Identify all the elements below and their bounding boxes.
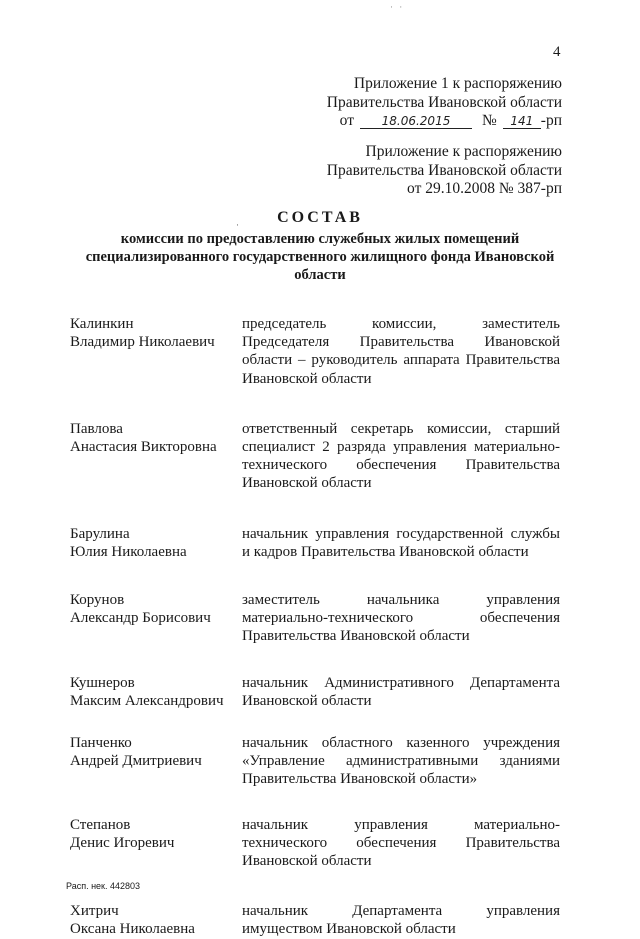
member-surname: Панченко [70, 735, 132, 752]
document-subtitle: комиссии по предоставлению служебных жилых помещений специализированного государственного жилищного фонда Ивановской области [85, 231, 555, 283]
member-role: заместитель начальника управления материально-технического обеспечения Правительства Ивановской области [242, 592, 560, 645]
member-given-names: Андрей Дмитриевич [70, 753, 202, 770]
member-row [70, 315, 560, 388]
member-surname: Хитрич [70, 903, 119, 920]
member-role: начальник Административного Департамента Ивановской области [242, 674, 560, 709]
document-title: СОСТАВ [277, 209, 363, 226]
handwritten-number: 141 [503, 114, 541, 129]
page-number: 4 [553, 44, 561, 60]
member-name [70, 674, 242, 710]
appendix-1-line-2: Правительства Ивановской области [326, 93, 562, 111]
member-name [70, 902, 242, 938]
appendix-2-line-1: Приложение к распоряжению [365, 143, 562, 160]
ink-dot: · [236, 220, 239, 230]
member-surname: Барулина [70, 525, 130, 542]
member-name [70, 315, 242, 388]
member-surname: Павлова [70, 420, 123, 437]
document-heading [80, 208, 560, 284]
appendix-1-block [327, 75, 562, 131]
member-row [70, 591, 560, 646]
member-row [70, 902, 560, 938]
member-given-names: Оксана Николаевна [70, 921, 195, 938]
number-label: № [481, 112, 497, 129]
member-name [70, 525, 242, 561]
member-row [70, 525, 560, 561]
member-row [70, 734, 560, 789]
member-given-names: Юлия Николаевна [70, 543, 187, 560]
member-name [70, 591, 242, 646]
member-row [70, 674, 560, 710]
appendix-2-block [327, 143, 562, 199]
member-surname: Степанов [70, 816, 131, 833]
member-role: начальник управления материально-технического обеспечения Правительства Ивановской области [242, 816, 560, 870]
member-row [70, 816, 560, 871]
member-name [70, 734, 242, 789]
appendix-1-line-1: Приложение 1 к распоряжению [353, 75, 562, 92]
scan-mark: · · [390, 2, 405, 12]
number-suffix: -рп [540, 112, 562, 129]
member-surname: Калинкин [70, 316, 134, 332]
member-given-names: Александр Борисович [70, 610, 211, 627]
handwritten-date: 18.06.2015 [360, 114, 472, 129]
member-name [70, 420, 242, 493]
appendix-2-line-2: Правительства Ивановской области [326, 161, 562, 179]
appendix-2-line-3: от 29.10.2008 № 387-рп [407, 180, 562, 197]
from-label: от [339, 112, 354, 129]
member-given-names: Анастасия Викторовна [70, 439, 217, 456]
member-surname: Кушнеров [70, 674, 135, 691]
member-name [70, 816, 242, 871]
member-role: начальник управления государственной службы и кадров Правительства Ивановской области [242, 525, 560, 560]
member-role: ответственный секретарь комиссии, старший специалист 2 разряда управления материально-технического обеспечения Правительства Ивановской области [242, 420, 560, 492]
member-given-names: Владимир Николаевич [70, 334, 215, 351]
member-role: начальник областного казенного учреждения «Управление административными зданиями Правительства Ивановской области» [242, 735, 560, 788]
form-serial-footer: Расп. нек. 442803 [66, 881, 141, 891]
member-role: начальник Департамента управления имуществом Ивановской области [242, 903, 560, 938]
appendix-1-date-line [327, 112, 562, 131]
member-given-names: Максим Александрович [70, 692, 224, 709]
member-given-names: Денис Игоревич [70, 834, 175, 851]
commission-members-list [70, 315, 560, 939]
member-role: председатель комиссии, заместитель Председателя Правительства Ивановской области – руководитель аппарата Правительства Ивановской области [242, 316, 560, 387]
member-row [70, 420, 560, 493]
member-surname: Корунов [70, 592, 125, 609]
